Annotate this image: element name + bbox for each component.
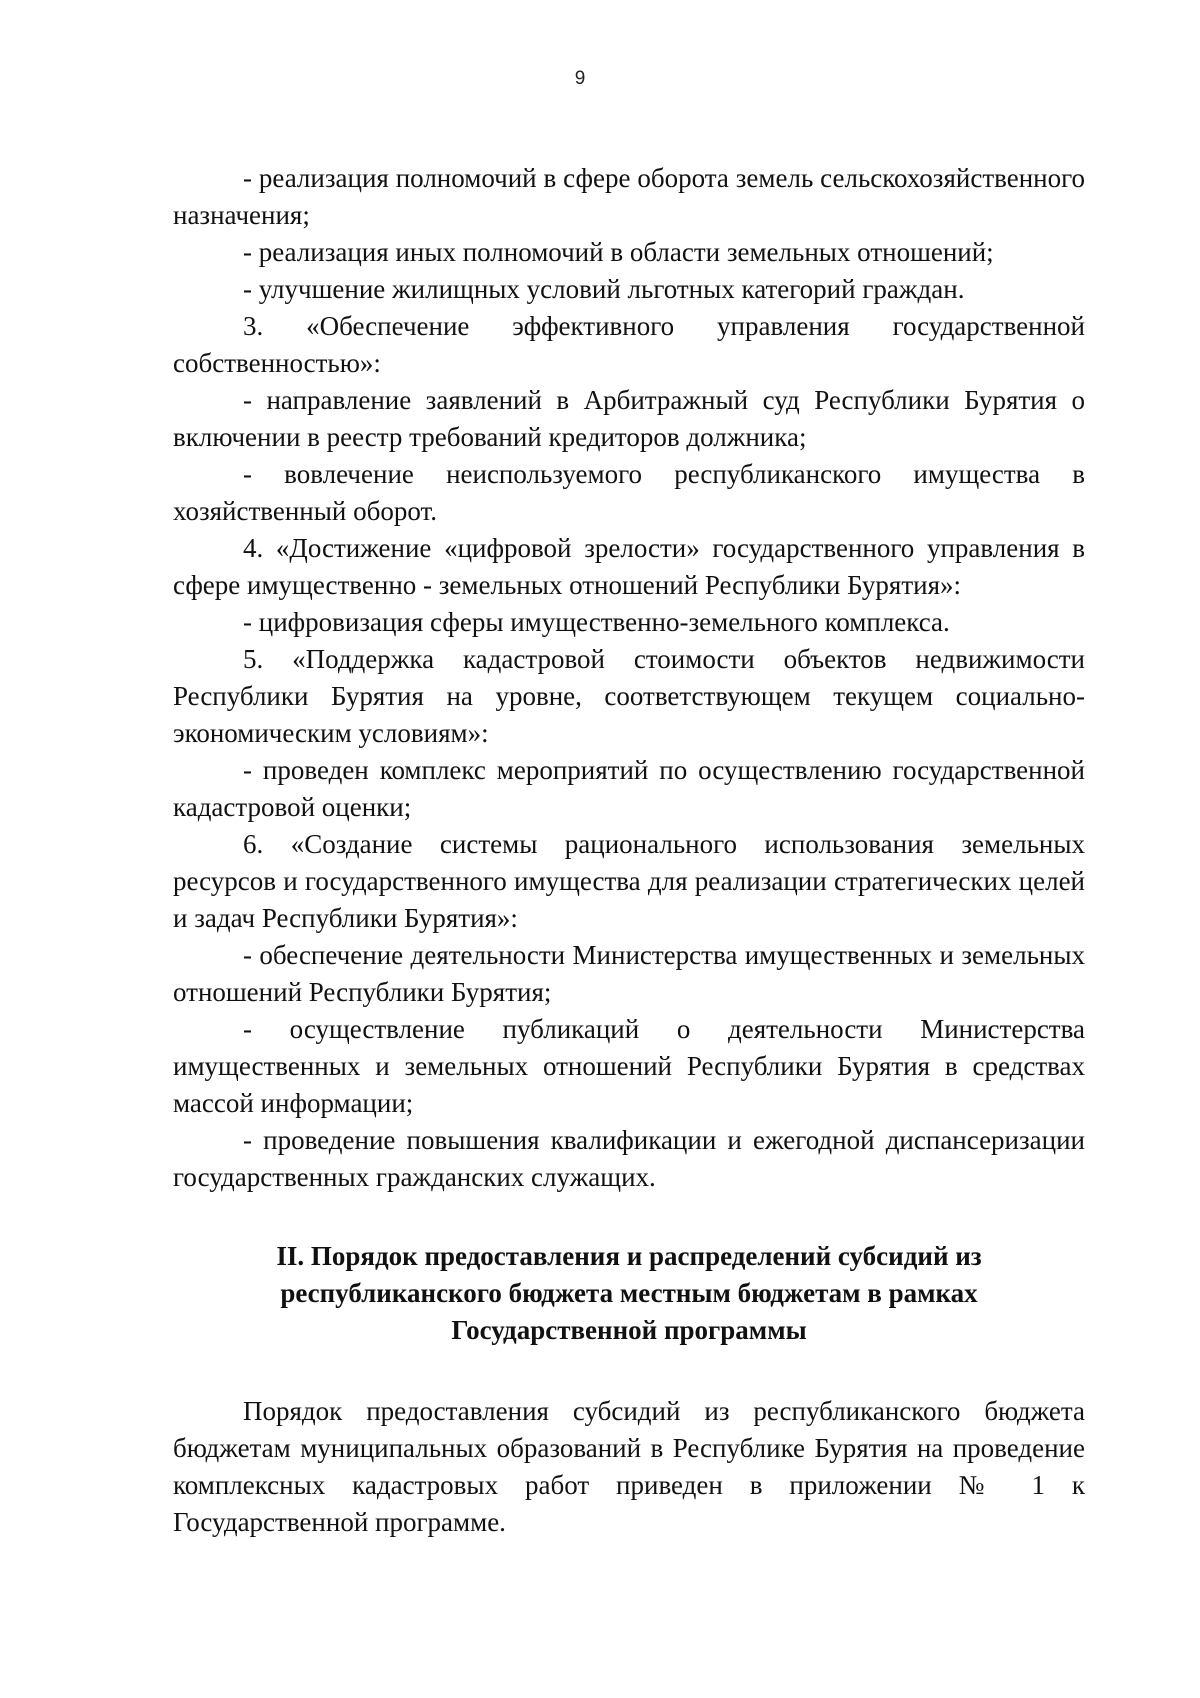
document-body — [173, 160, 1085, 1541]
paragraph: 3. «Обеспечение эффективного управления государственной собственностью»: — [173, 311, 1085, 378]
paragraph: - проведение повышения квалификации и ежегодной диспансеризации государственных гражданских служащих. — [173, 1125, 1085, 1192]
paragraph: - реализация иных полномочий в области земельных отношений; — [243, 237, 994, 267]
paragraph: 5. «Поддержка кадастровой стоимости объектов недвижимости Республики Бурятия на уровне, соответствующем текущем социально-экономическим условиям»: — [173, 644, 1085, 748]
page-number: 9 — [574, 68, 586, 89]
section-heading: II. Порядок предоставления и распределений субсидий из республиканского бюджета местным бюджетам в рамках Государственной программы — [276, 1241, 982, 1345]
paragraph: - осуществление публикаций о деятельности Министерства имущественных и земельных отношений Республики Бурятия в средствах массой информации; — [173, 1014, 1085, 1118]
paragraph: - вовлечение неиспользуемого республиканского имущества в хозяйственный оборот. — [173, 459, 1085, 526]
paragraph: - обеспечение деятельности Министерства имущественных и земельных отношений Республики Бурятия; — [173, 940, 1085, 1007]
paragraph: 6. «Создание системы рационального использования земельных ресурсов и государственного имущества для реализации стратегических целей и задач Республики Бурятия»: — [173, 829, 1085, 933]
paragraph: - проведен комплекс мероприятий по осуществлению государственной кадастровой оценки; — [173, 755, 1085, 822]
paragraph: Порядок предоставления субсидий из республиканского бюджета бюджетам муниципальных образований в Республике Бурятия на проведение комплексных кадастровых работ приведен в приложении № 1 к Государственной программе. — [173, 1396, 1085, 1537]
paragraph: - улучшение жилищных условий льготных категорий граждан. — [243, 274, 965, 304]
paragraph: 4. «Достижение «цифровой зрелости» государственного управления в сфере имущественно - земельных отношений Республики Бурятия»: — [173, 533, 1085, 600]
paragraph: - реализация полномочий в сфере оборота земель сельскохозяйственного назначения; — [173, 163, 1085, 230]
paragraph: - цифровизация сферы имущественно-земельного комплекса. — [243, 607, 950, 637]
paragraph: - направление заявлений в Арбитражный суд Республики Бурятия о включении в реестр требований кредиторов должника; — [173, 385, 1085, 452]
